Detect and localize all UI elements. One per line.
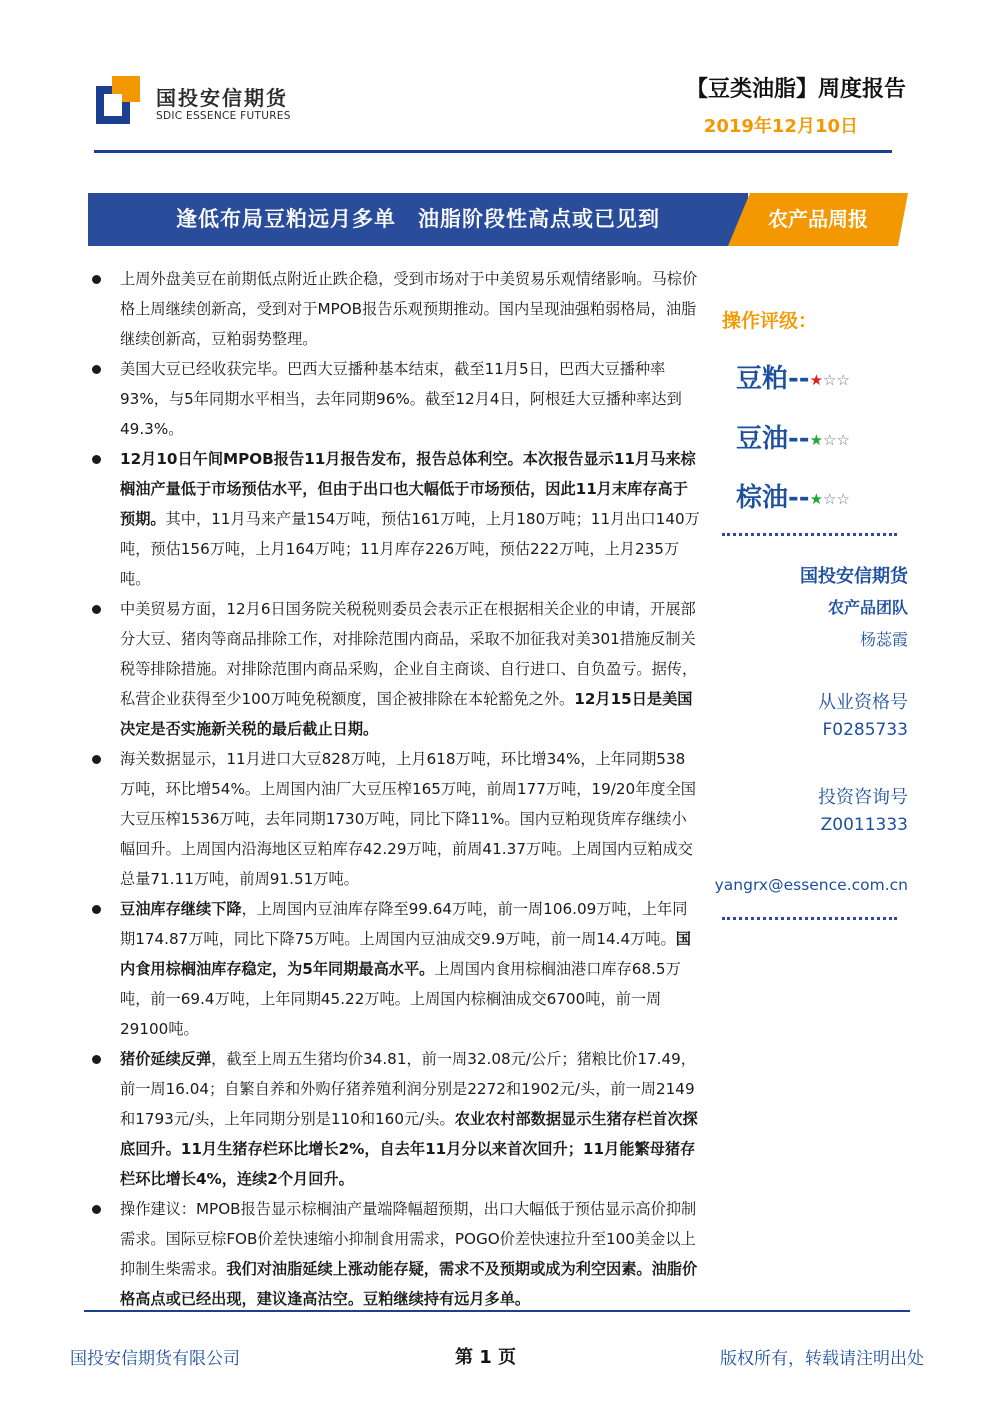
bullet-text-bold: 国内食用棕榈油库存稳定，为5年同期最高水平。: [120, 930, 691, 978]
logo-mark-icon: [96, 76, 140, 124]
bullet-text: ，上周国内豆油库存降至99.64万吨，前一周106.09万吨，上年同期174.87万吨，同比下降75万吨。上周国内豆油成交9.9万吨，前一周14.4万吨。: [120, 900, 688, 948]
logo-en-text: SDIC ESSENCE FUTURES: [156, 110, 291, 122]
bullet-text: 海关数据显示，11月进口大豆828万吨，上月618万吨，环比增34%，上年同期538万吨，环比增54%。上周国内油厂大豆压榨165万吨，前周177万吨，19/20年度全国大豆压榨1536万吨，去年同期1730万吨，同比下降11%。国内豆粕现货库存继续小幅回升。上周国内沿海地区豆粕库存42.29万吨，前周41.37万吨。上周国内豆粕成交总量71.11万吨，前周91.51万吨。: [120, 750, 696, 888]
filled-star-icon: ★: [809, 371, 824, 389]
page-number: 第 1 页: [455, 1347, 517, 1368]
report-title: 逢低布局豆粕远月多单 油脂阶段性高点或已见到: [176, 207, 660, 231]
license-label: 从业资格号: [818, 692, 908, 713]
report-date: 2019年12月10日: [703, 116, 858, 137]
rating-name: 豆粕--: [736, 364, 810, 394]
bullet-item: [92, 1194, 700, 1314]
sidebar-divider-bottom: [722, 917, 897, 920]
rating-palmoil: [736, 477, 850, 514]
bullet-dot-icon: [92, 1055, 101, 1064]
bullet-dot-icon: [92, 755, 101, 764]
rating-name: 豆油--: [736, 424, 810, 454]
bullet-text: ，截至上周五生猪均价34.81，前一周32.08元/公斤；猪粮比价17.49，前一周16.04；自繁自养和外购仔猪养殖利润分别是2272和1902元/头，前一周2149和1793元/头，上年同期分别是110和160元/头。: [120, 1050, 696, 1128]
filled-star-icon: ★: [809, 431, 824, 449]
bullet-item: [92, 354, 700, 444]
bullet-text: 操作建议：MPOB报告显示棕榈油产量端降幅超预期，出口大幅低于预估显示高价抑制需求。国际豆棕FOB价差快速缩小抑制食用需求，POGO价差快速拉升至100美金以上抑制生柴需求。: [120, 1200, 697, 1278]
license-number: F0285733: [822, 720, 908, 740]
analyst-email: yangrx@essence.com.cn: [714, 876, 908, 894]
bullet-text-bold: 12月10日午间MPOB报告11月报告发布，报告总体利空。本次报告显示11月马来棕榈油产量低于市场预估水平，但由于出口也大幅低于市场预估，因此11月末库存高于预期。: [120, 450, 696, 528]
bullet-text-bold: 我们对油脂延续上涨动能存疑，需求不及预期或成为利空因素。油脂价格高点或已经出现，建议逢高沽空。豆粕继续持有远月多单。: [120, 1260, 698, 1308]
bullet-item: [92, 894, 700, 1044]
bullet-item: [92, 444, 700, 594]
analyst-name: 杨蕊霞: [859, 630, 908, 649]
consult-number: Z0011333: [820, 815, 908, 835]
operation-rating-label: 操作评级：: [722, 310, 818, 332]
bullet-dot-icon: [92, 1205, 101, 1214]
footer-divider: [84, 1310, 910, 1312]
logo-cn-text: 国投安信期货: [156, 86, 288, 110]
bullet-text-bold: 猪价延续反弹: [120, 1050, 212, 1068]
bullet-text: 其中，11月马来产量154万吨，预估161万吨，上月180万吨；11月出口140万吨，预估156万吨，上月164万吨；11月库存226万吨，预估222万吨，上月235万吨。: [120, 510, 700, 588]
bullet-dot-icon: [92, 275, 101, 284]
header-divider: [94, 150, 892, 153]
bullet-text-bold: 12月15日是美国决定是否实施新关税的最后截止日期。: [120, 690, 693, 738]
empty-star-icon: ☆☆: [823, 490, 850, 508]
bullet-dot-icon: [92, 605, 101, 614]
bullet-text: 美国大豆已经收获完毕。巴西大豆播种基本结束，截至11月5日，巴西大豆播种率93%，与5年同期水平相当，去年同期96%。截至12月4日，阿根廷大豆播种率达到49.3%。: [120, 360, 682, 438]
company-logo: [96, 76, 296, 132]
filled-star-icon: ★: [809, 490, 824, 508]
bullet-dot-icon: [92, 905, 101, 914]
sidebar-divider-top: [722, 533, 897, 536]
bullet-item: [92, 1044, 700, 1194]
bullet-text: 中美贸易方面，12月6日国务院关税税则委员会表示正在根据相关企业的申请，开展部分大豆、猪肉等商品排除工作，对排除范围内商品，采取不加征我对美301措施反制关税等排除措施。对排除范围内商品采购，企业自主商谈、自行进口、自负盈亏。据传，私营企业获得至少100万吨免税额度，国企被排除在本轮豁免之外。: [120, 600, 698, 708]
empty-star-icon: ☆☆: [823, 431, 850, 449]
bullet-dot-icon: [92, 365, 101, 374]
bullet-item: [92, 744, 700, 894]
bullet-text: 上周国内食用棕榈油港口库存68.5万吨，前一69.4万吨，上年同期45.22万吨。上周国内棕榈油成交6700吨，前一周29100吨。: [120, 960, 681, 1038]
bullet-dot-icon: [92, 455, 101, 464]
bullet-item: [92, 594, 700, 744]
analyst-organization: 国投安信期货: [800, 566, 908, 587]
bullet-item: [92, 264, 700, 354]
report-type: 【豆类油脂】周度报告: [685, 77, 906, 102]
rating-soyoil: [736, 418, 850, 455]
empty-star-icon: ☆☆: [823, 371, 850, 389]
category-tag: 农产品周报: [768, 207, 868, 231]
footer-company: 国投安信期货有限公司: [70, 1349, 240, 1369]
bullet-text: 上周外盘美豆在前期低点附近止跌企稳，受到市场对于中美贸易乐观情绪影响。马棕价格上周继续创新高，受到对于MPOB报告乐观预期推动。国内呈现油强粕弱格局，油脂继续创新高，豆粕弱势整理。: [120, 270, 698, 348]
bullet-text-bold: 豆油库存继续下降: [120, 900, 242, 918]
analyst-team: 农产品团队: [827, 598, 908, 617]
footer-copyright: 版权所有，转载请注明出处: [720, 1349, 924, 1369]
rating-soymeal: [736, 358, 850, 395]
summary-bullet-list: [92, 264, 700, 1314]
consult-label: 投资咨询号: [818, 787, 908, 808]
bullet-text-bold: 农业农村部数据显示生猪存栏首次探底回升。11月生猪存栏环比增长2%，自去年11月分以来首次回升；11月能繁母猪存栏环比增长4%，连续2个月回升。: [120, 1110, 698, 1188]
rating-name: 棕油--: [736, 483, 810, 513]
